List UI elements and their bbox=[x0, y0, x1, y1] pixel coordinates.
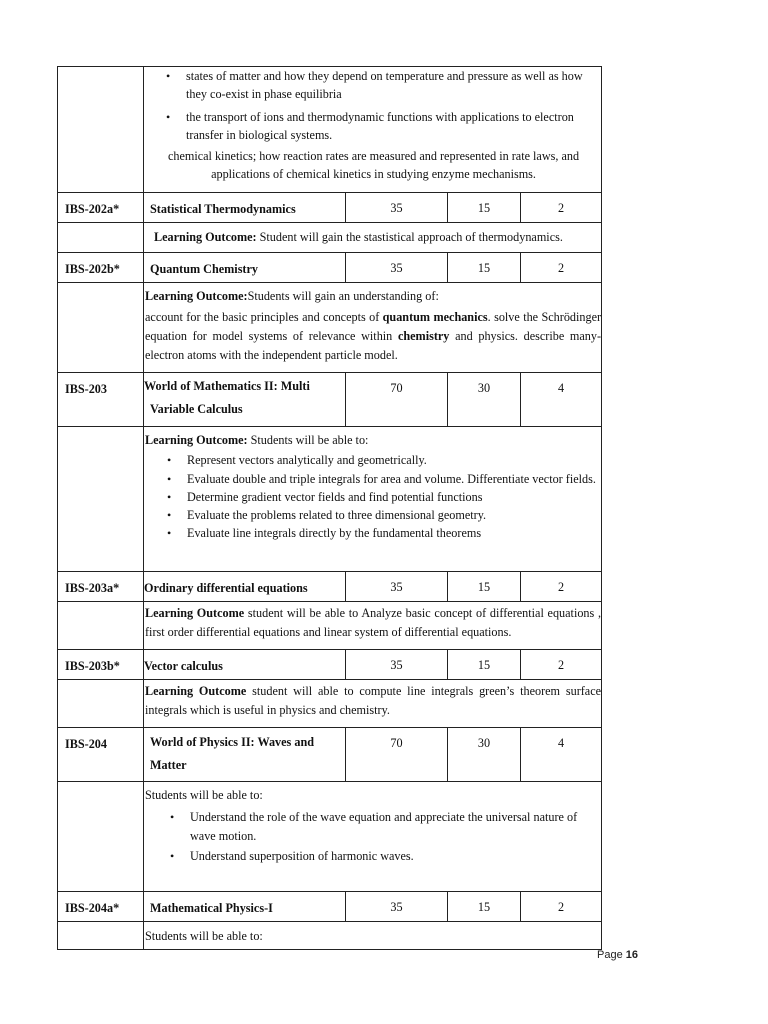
learning-outcome bbox=[144, 922, 602, 950]
marks-cell: 35 bbox=[346, 892, 448, 922]
course-title-line: World of Mathematics II: Multi bbox=[144, 379, 310, 393]
list-item: • states of matter and how they depend on temperature and pressure as well as how they co-exist in phase equilibria bbox=[186, 67, 595, 104]
description-cell bbox=[144, 67, 602, 193]
table-row bbox=[58, 283, 602, 373]
learning-outcome-label: Learning Outcome: bbox=[145, 289, 248, 303]
table-row bbox=[58, 782, 602, 892]
table-row bbox=[58, 572, 602, 602]
course-title bbox=[144, 728, 346, 782]
table-row bbox=[58, 427, 602, 572]
learning-outcome bbox=[144, 283, 602, 373]
course-code: IBS-204a* bbox=[58, 892, 144, 922]
code-cell bbox=[58, 223, 144, 253]
course-title bbox=[144, 373, 346, 427]
table-row bbox=[58, 650, 602, 680]
course-code: IBS-202a* bbox=[58, 193, 144, 223]
table-row bbox=[58, 67, 602, 193]
learning-outcome bbox=[144, 782, 602, 892]
page-label: Page bbox=[597, 949, 626, 961]
list-item: • Evaluate double and triple integrals for area and volume. Differentiate vector fields. bbox=[187, 470, 601, 488]
marks-cell: 70 bbox=[346, 728, 448, 782]
marks-cell: 35 bbox=[346, 650, 448, 680]
marks-cell: 15 bbox=[448, 253, 521, 283]
table-row bbox=[58, 602, 602, 650]
list-item: • Evaluate line integrals directly by the fundamental theorems bbox=[187, 524, 601, 542]
description-text bbox=[145, 308, 601, 365]
code-cell bbox=[58, 922, 144, 950]
course-title: Ordinary differential equations bbox=[144, 572, 346, 602]
bullet-list bbox=[145, 808, 595, 865]
course-code: IBS-203 bbox=[58, 373, 144, 427]
credits-cell: 2 bbox=[521, 193, 602, 223]
syllabus-table bbox=[57, 66, 602, 950]
learning-outcome-text: Student will gain the stastistical approach of thermodynamics. bbox=[256, 230, 563, 244]
marks-cell: 30 bbox=[448, 373, 521, 427]
course-code: IBS-203a* bbox=[58, 572, 144, 602]
course-title-line: Matter bbox=[150, 757, 187, 772]
learning-outcome-label: Learning Outcome bbox=[145, 606, 245, 620]
learning-outcome bbox=[144, 680, 602, 728]
code-cell bbox=[58, 680, 144, 728]
code-cell bbox=[58, 602, 144, 650]
table-row bbox=[58, 193, 602, 223]
marks-cell: 35 bbox=[346, 193, 448, 223]
bullet-list bbox=[152, 67, 595, 144]
learning-outcome bbox=[144, 602, 602, 650]
code-cell bbox=[58, 782, 144, 892]
page-number: 16 bbox=[625, 949, 638, 961]
text-span: quantum mechanics bbox=[382, 310, 488, 325]
code-cell bbox=[58, 67, 144, 193]
marks-cell: 15 bbox=[448, 572, 521, 602]
description-text: Students will be able to: bbox=[145, 929, 263, 943]
description-text: Students will be able to: bbox=[145, 788, 263, 802]
course-code: IBS-202b* bbox=[58, 253, 144, 283]
course-title-line: Variable Calculus bbox=[150, 402, 243, 417]
marks-cell: 35 bbox=[346, 253, 448, 283]
course-title: Statistical Thermodynamics bbox=[144, 193, 346, 223]
learning-outcome-label: Learning Outcome: bbox=[154, 230, 257, 244]
list-item: • Understand the role of the wave equation and appreciate the universal nature of wave motion. bbox=[190, 808, 595, 845]
list-item: • Determine gradient vector fields and find potential functions bbox=[187, 488, 601, 506]
list-item: • Evaluate the problems related to three dimensional geometry. bbox=[187, 506, 601, 524]
learning-outcome-text: student will be able to Analyze basic concept of differential equations , first order differential equations and linear system of differential equations. bbox=[145, 606, 602, 639]
marks-cell: 70 bbox=[346, 373, 448, 427]
marks-cell: 35 bbox=[346, 572, 448, 602]
bullet-list bbox=[145, 451, 601, 542]
table-row bbox=[58, 728, 602, 782]
learning-outcome bbox=[144, 427, 602, 572]
code-cell bbox=[58, 283, 144, 373]
page-footer bbox=[597, 949, 638, 961]
course-code: IBS-204 bbox=[58, 728, 144, 782]
list-item: • Represent vectors analytically and geometrically. bbox=[187, 451, 601, 469]
table-row bbox=[58, 373, 602, 427]
table-row bbox=[58, 680, 602, 728]
credits-cell: 2 bbox=[521, 572, 602, 602]
text-span: and physics. describe many-electron atoms with the independent particle model. bbox=[145, 329, 602, 363]
course-code: IBS-203b* bbox=[58, 650, 144, 680]
table-row bbox=[58, 892, 602, 922]
table-row bbox=[58, 223, 602, 253]
marks-cell: 15 bbox=[448, 650, 521, 680]
list-item: • the transport of ions and thermodynamic functions with applications to electron transfer in biological systems. bbox=[186, 108, 595, 145]
learning-outcome-text: Students will gain an understanding of: bbox=[247, 289, 439, 303]
course-title: Quantum Chemistry bbox=[144, 253, 346, 283]
learning-outcome-text: student will able to compute line integrals green’s theorem surface integrals which is useful in physics and chemistry. bbox=[145, 684, 602, 717]
course-title: Mathematical Physics-I bbox=[144, 892, 346, 922]
credits-cell: 2 bbox=[521, 253, 602, 283]
credits-cell: 4 bbox=[521, 373, 602, 427]
learning-outcome-label: Learning Outcome: bbox=[145, 433, 248, 447]
text-span: account for the basic principles and concepts of bbox=[145, 310, 383, 325]
course-title-line: World of Physics II: Waves and bbox=[150, 735, 314, 749]
marks-cell: 15 bbox=[448, 892, 521, 922]
marks-cell: 15 bbox=[448, 193, 521, 223]
table-row bbox=[58, 922, 602, 950]
credits-cell: 2 bbox=[521, 650, 602, 680]
text-span: . solve the Schrödinger equation for model systems of relevance within bbox=[145, 310, 602, 344]
credits-cell: 2 bbox=[521, 892, 602, 922]
learning-outcome-label: Learning Outcome bbox=[145, 684, 247, 698]
learning-outcome bbox=[144, 223, 602, 253]
list-item: • Understand superposition of harmonic waves. bbox=[190, 847, 595, 865]
description-text: chemical kinetics; how reaction rates are measured and represented in rate laws, and applications of chemical kinetics in studying enzyme mechanisms. bbox=[167, 149, 580, 182]
learning-outcome-text: Students will be able to: bbox=[247, 433, 369, 447]
code-cell bbox=[58, 427, 144, 572]
table-row bbox=[58, 253, 602, 283]
course-title: Vector calculus bbox=[144, 650, 346, 680]
credits-cell: 4 bbox=[521, 728, 602, 782]
text-span: chemistry bbox=[397, 329, 450, 344]
marks-cell: 30 bbox=[448, 728, 521, 782]
